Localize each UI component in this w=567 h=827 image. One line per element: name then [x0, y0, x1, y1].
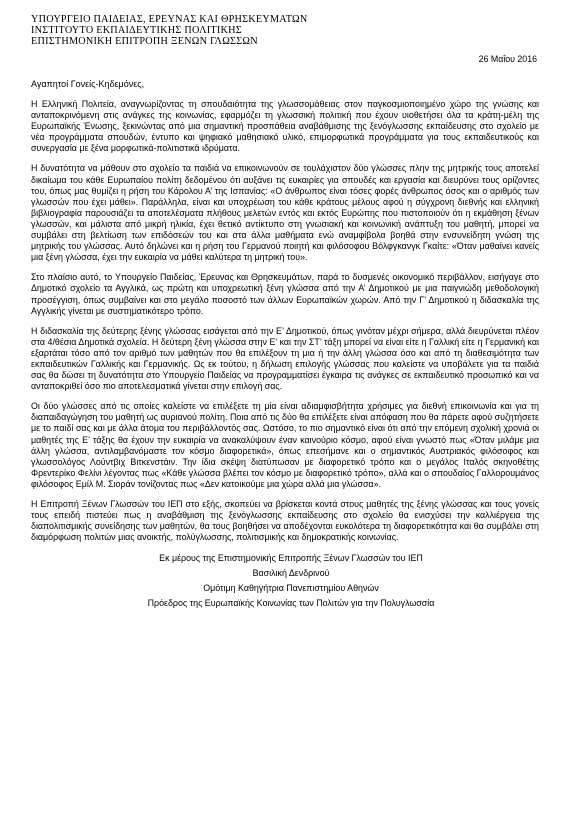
- letter-date: 26 Μαΐου 2016: [478, 54, 537, 64]
- body-paragraph-2: Η δυνατότητα να μάθουν στο σχολείο τα παιδιά να επικοινωνούν σε τουλάχιστον δύο γλώσσες πλην της μητρικής τους αποτελεί δικαίωμα του κάθε Ευρωπαίου πολίτη δεδομένου ότι αυξάνει τις ευκαιρίες για σπουδές και εργασία και διευρύνει τους ορίζοντες του, όπως μας θυμίζει η ρήση του Κάρολου Α’ της Ισπανίας: «Ο άνθρωπος είναι τόσες φορές άνθρωπος όσος και ο αριθμός των γλωσσών που έχει μάθει». Παράλληλα, είναι και υποχρέωση του κάθε κράτους μέλους αφού η σύγχρονη διεθνής και ελληνική βιβλιογραφία παρουσιάζει τα αποτελέσματα πλήθους μελετών εντός και εκτός Ευρώπης που πιστοποιούν ότι η εκμάθηση ξένων γλωσσών, και μάλιστα από μικρή ηλικία, έχει θετικό αντίκτυπο στη γνωσιακή και κοινωνική ανάπτυξη του μαθητή, μπορεί να συμβάλει στη βελτίωση των επιδόσεών του και στα άλλα μαθήματα ενώ αναμφίβολα βοηθά στην ενσυνείδητη γνώση της μητρικής του γλώσσας. Αυτό δηλώνει και η ρήση του Γερμανού ποιητή και φιλόσοφου Βόλφγκανγκ Γκαίτε: «Όταν μαθαίνει κανείς μια ξένη γλώσσα, έχει την ευκαιρία να μάθει καλύτερα τη μητρική του».: [31, 163, 539, 263]
- signature-on-behalf: Εκ μέρους της Επιστημονικής Επιτροπής Ξένων Γλωσσών του ΙΕΠ: [159, 553, 423, 564]
- body-paragraph-6: Η Επιτροπή Ξένων Γλωσσών του ΙΕΠ στο εξής, σκοπεύει να βρίσκεται κοντά στους μαθητές της ξένης γλώσσας και τους γονείς τους επειδή πιστεύει πως η αναβάθμιση της ξενόγλωσσης εκπαίδευσης στο σχολείο θα ενισχύσει την καλλιέργεια της διαπολιτισμικής συνείδησης των μαθητών, θα τους βοηθήσει να αποδέχονται ευκολότερα τη διαφορετικότητα και θα συμβάλει στη διαμόρφωση πολιτών μιας ανοικτής, πολύγλωσσης, πολιτισμικής και δημοκρατικής κοινωνίας.: [31, 499, 539, 543]
- committee-name: ΕΠΙΣΤΗΜΟΝΙΚΗ ΕΠΙΤΡΟΠΗ ΞΕΝΩΝ ΓΛΩΣΣΩΝ: [31, 36, 258, 47]
- letterhead: [31, 14, 539, 47]
- body-paragraph-5: Οι δύο γλώσσες από τις οποίες καλείστε να επιλέξετε τη μία είναι αδιαμφισβήτητα χρήσιμες για διεθνή επικοινωνία και για τη διαπαιδαγώγηση του μαθητή ως αυριανού πολίτη. Ποια από τις δύο θα επιλέξετε είναι απόφαση που θα πάρετε αφού συζητήσετε με το παιδί σας και με άλλα άτομα του περιβάλλοντός σας. Ωστόσο, το πιο σημαντικό είναι ότι από την επόμενη σχολική χρονιά οι μαθητές της Ε’ τάξης θα έχουν την ευκαιρία να ανακαλύψουν έναν καινούριο κόσμο, αφού είναι γνωστό πως «Όταν μιλάμε μια άλλη γλώσσα, αντιλαμβανόμαστε τον κόσμο διαφορετικά», όπως επεσήμανε και ο σημαντικός Αυστριακός φιλόσοφος και γλωσσολόγος Λούντβιχ Βιτκενστάιν. Την ίδια σκέψη διατύπωσαν με διαφορετικό τρόπο και ο μεγάλος Ιταλός σκηνοθέτης Φρεντερίκο Φελίνι λέγοντας πως «Κάθε γλώσσα βλέπει τον κόσμο με διαφορετικό τρόπο», αλλά και ο σπουδαίος Γαλλορουμάνος φιλόσοφος Εμίλ Μ. Σιοράν τονίζοντας πως «Δεν κατοικούμε μια χώρα αλλά μια γλώσσα».: [31, 401, 539, 489]
- signatory-title-2: Πρόεδρος της Ευρωπαϊκής Κοινωνίας των Πολιτών για την Πολυγλωσσία: [147, 598, 435, 609]
- body-paragraph-3: Στο πλαίσιο αυτό, το Υπουργείο Παιδείας, Έρευνας και Θρησκευμάτων, παρά το δυσμενές οικονομικό περιβάλλον, εισήγαγε στο Δημοτικό σχολείο τα Αγγλικά, ως πρώτη και υποχρεωτική ξένη γλώσσα από την Α’ Δημοτικού με μια παιγνιώδη μεθοδολογική προσέγγιση, όπως συμβαίνει και στο μεγάλο ποσοστό των άλλων Ευρωπαϊκών χωρών. Από την Γ’ Δημοτικού η διδασκαλία της Αγγλικής γίνεται με συστηματικότερο τρόπο.: [31, 272, 539, 316]
- signature-block: [31, 551, 539, 611]
- signatory-title-1: Ομότιμη Καθηγήτρια Πανεπιστημίου Αθηνών: [203, 583, 379, 594]
- salutation: Αγαπητοί Γονείς-Κηδεμόνες,: [31, 79, 145, 89]
- body-paragraph-4: Η διδασκαλία της δεύτερης ξένης γλώσσας εισάγεται από την Ε’ Δημοτικού, όπως γινόταν μέχρι σήμερα, αλλά διευρύνεται πλέον στα 4/θέσια Δημοτικά σχολεία. Η δεύτερη ξένη γλώσσα στην Ε’ και την ΣΤ’ τάξη μπορεί να είναι είτε η Γαλλική είτε η Γερμανική και εξαρτάται τόσο από τον αριθμό των μαθητών που θα επιλέξουν τη μια ή την άλλη γλώσσα όσο και από τη διαθεσιμότητα των εκπαιδευτικών Γαλλικής και Γερμανικής. Ως εκ τούτου, η δήλωση επιλογής γλώσσας που καλείστε να υποβάλετε για τα παιδιά σας θα δώσει τη δυνατότητα στο Υπουργείο Παιδείας να προγραμματίσει έγκαιρα τις ανάγκες σε εκπαιδευτικό προσωπικό και να ανταποκριθεί όσο πιο αποτελεσματικά γίνεται στην επιλογή σας.: [31, 325, 539, 392]
- body-paragraph-1: Η Ελληνική Πολιτεία, αναγνωρίζοντας τη σπουδαιότητα της γλωσσομάθειας στον παγκοσμιοποιημένο χώρο της γνώσης και ανταποκρινόμενη στις ανάγκες της κοινωνίας, εφαρμόζει τη γλωσσική πολιτική που έχουν υιοθετήσει όλα τα κράτη-μέλη της Ευρωπαϊκής Ένωσης, ξεκινώντας από μια σημαντική προσπάθεια αναβάθμισης της ξενόγλωσσης εκπαίδευσης στο σχολείο με νέα προγράμματα σπουδών, έντυπο και ψηφιακό μαθησιακό υλικό, επιμορφωτικά προγράμματα για τους εκπαιδευτικούς και συνεργασία με ξένα μορφωτικά-πολιτιστικά ιδρύματα.: [31, 99, 539, 154]
- institute-name: ΙΝΣΤΙΤΟΥΤΟ ΕΚΠΑΙΔΕΥΤΙΚΗΣ ΠΟΛΙΤΙΚΗΣ: [31, 25, 242, 36]
- signatory-name: Βασιλική Δενδρινού: [252, 568, 330, 579]
- ministry-name: ΥΠΟΥΡΓΕΙΟ ΠΑΙΔΕΙΑΣ, ΕΡΕΥΝΑΣ ΚΑΙ ΘΡΗΣΚΕΥΜΑΤΩΝ: [31, 14, 308, 25]
